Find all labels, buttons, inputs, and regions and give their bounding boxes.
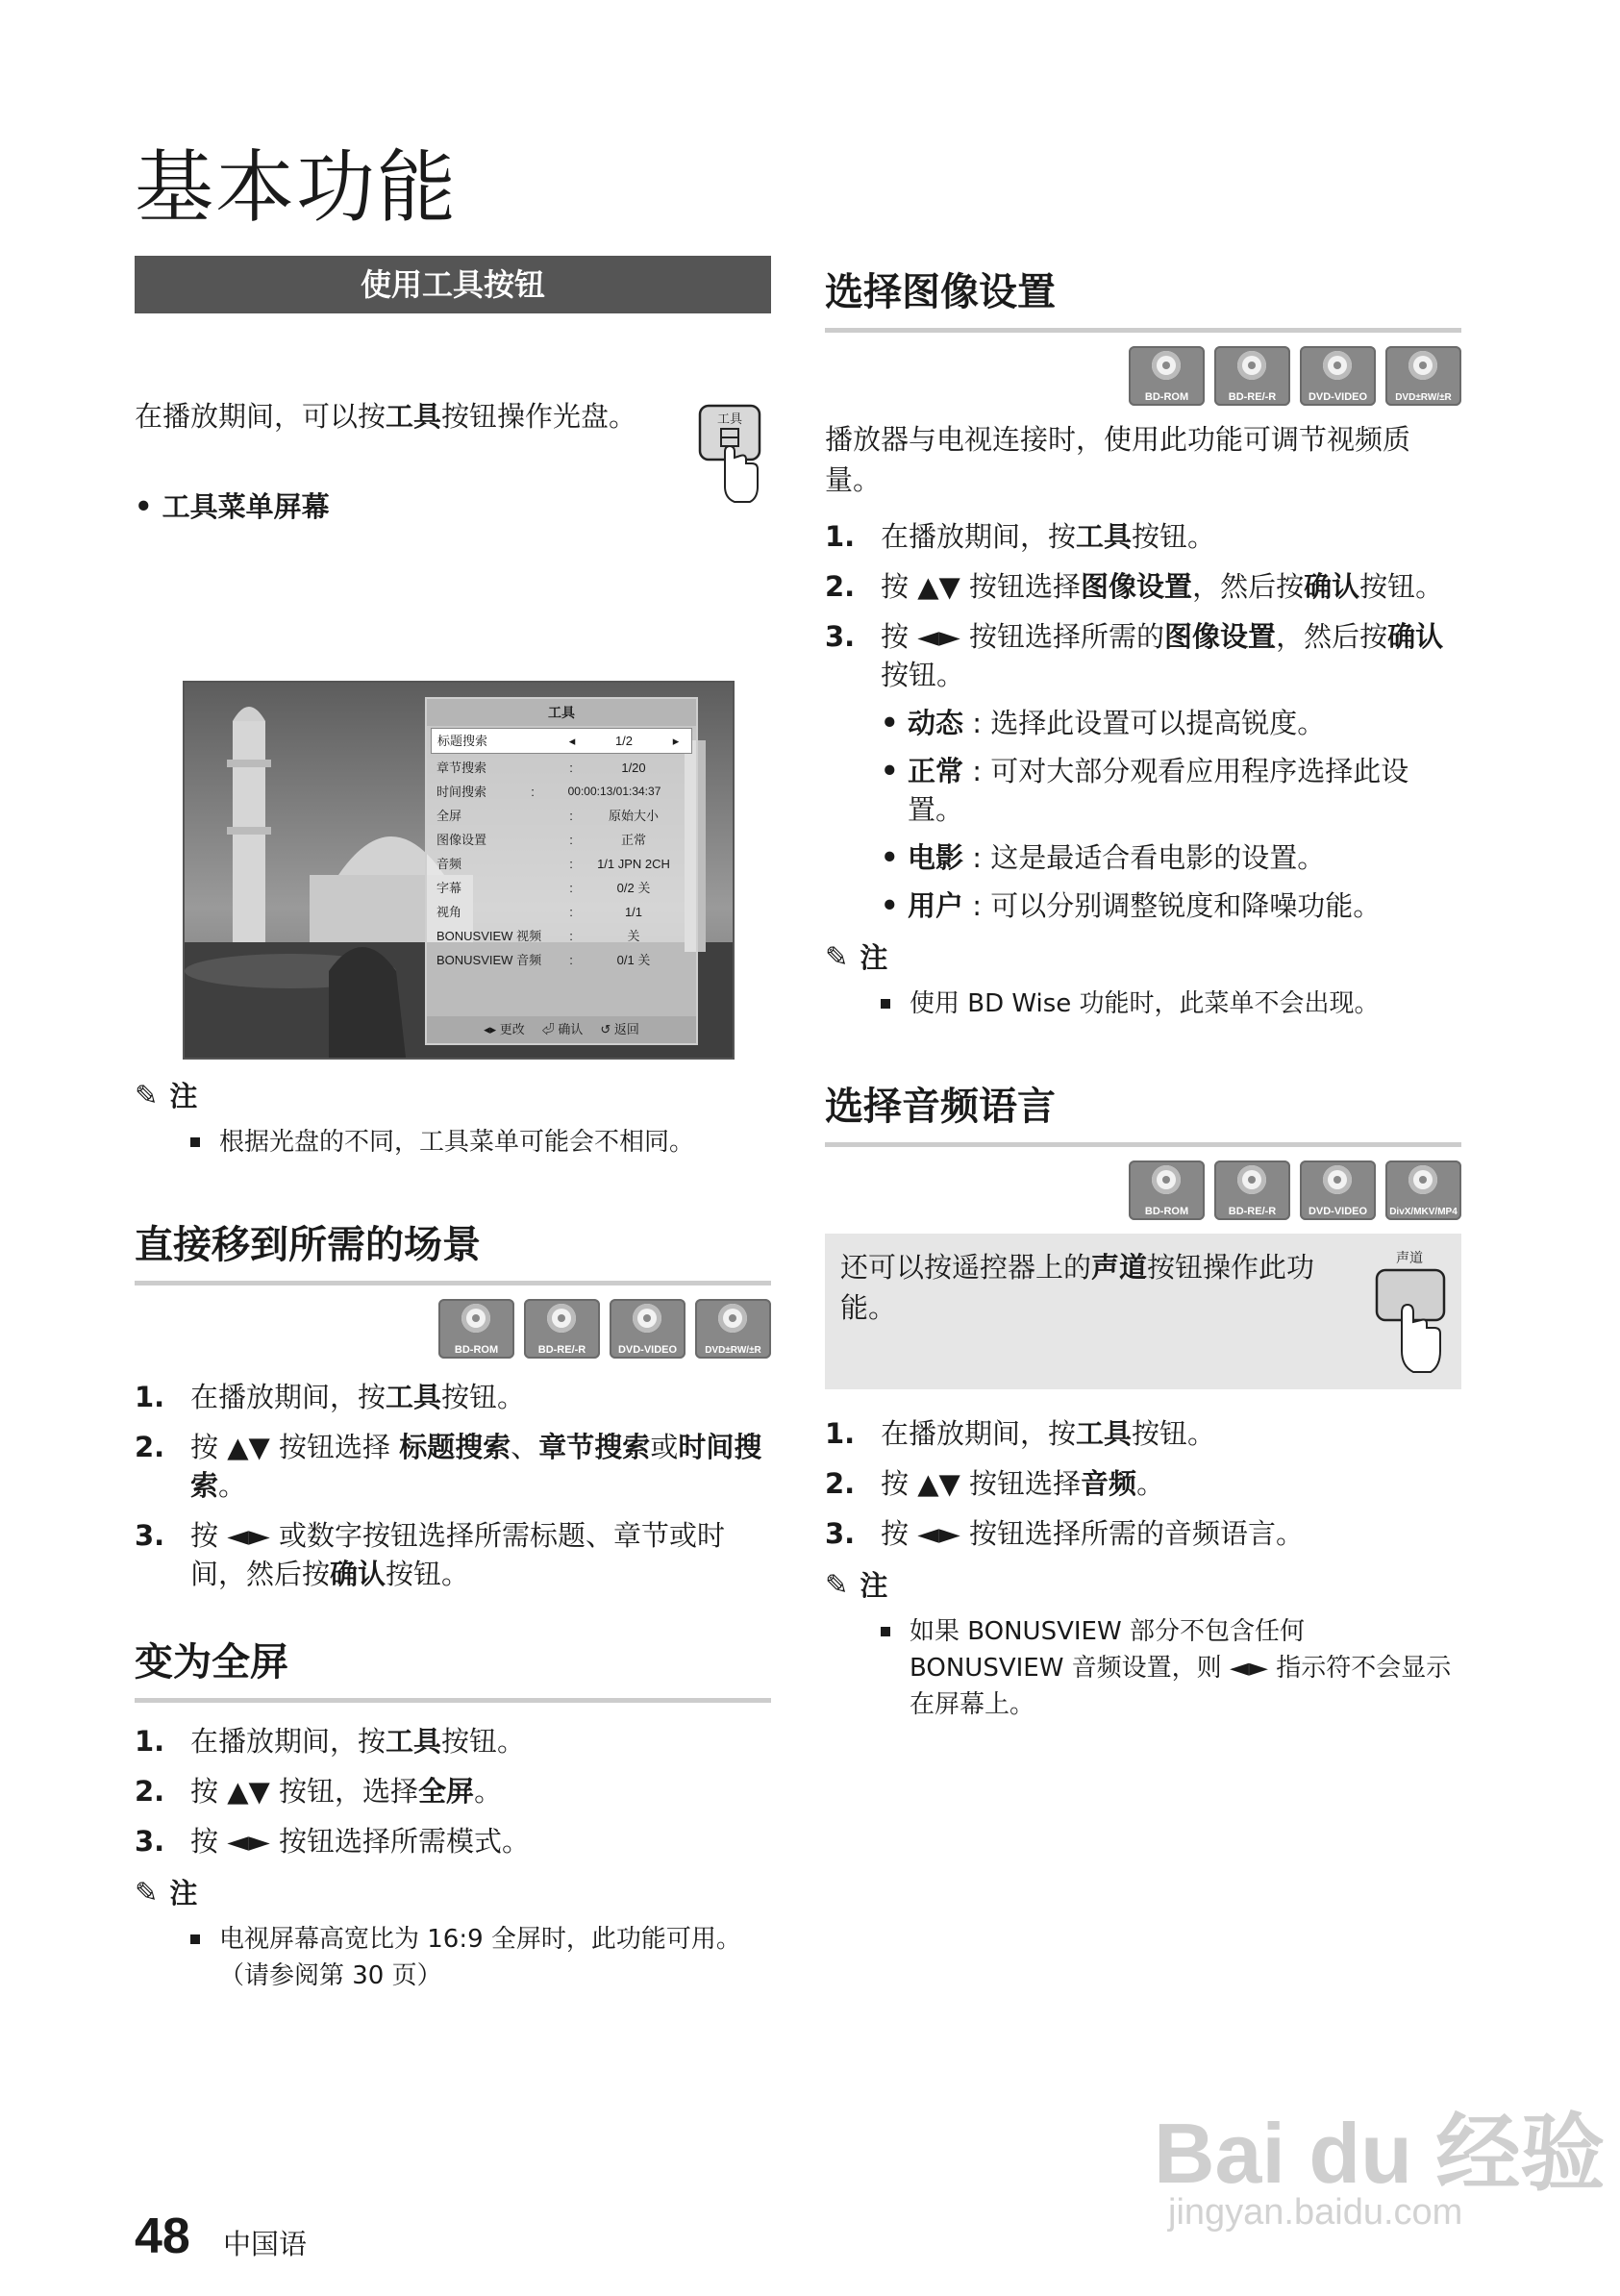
menu-row-title-search[interactable]: 标题搜索 ◂ 1/2 ▸ bbox=[431, 728, 692, 754]
note-heading: ✎ 注 bbox=[135, 1875, 198, 1909]
pencil-icon: ✎ bbox=[135, 1078, 159, 1111]
tools-menu-title: 工具 bbox=[427, 699, 696, 726]
section-heading-audio: 选择音频语言 bbox=[825, 1076, 1461, 1147]
tools-menu-overlay bbox=[425, 697, 698, 1045]
section-heading-scene: 直接移到所需的场景 bbox=[135, 1214, 771, 1285]
note-item: 电视屏幕高宽比为 16:9 全屏时，此功能可用。（请参阅第 30 页） bbox=[135, 1921, 771, 1994]
picture-steps bbox=[825, 517, 1461, 925]
note-heading: ✎ 注 bbox=[825, 1567, 888, 1602]
step: 1. 在播放期间，按工具按钮。 bbox=[135, 1725, 526, 1758]
disc-bd-re-icon: BD-RE/-R bbox=[1214, 1160, 1290, 1220]
disc-bd-rom-icon: BD-ROM bbox=[438, 1299, 514, 1359]
note-heading: ✎ 注 bbox=[825, 939, 888, 974]
note-item: 根据光盘的不同，工具菜单可能会不相同。 bbox=[135, 1124, 771, 1160]
step: 3. 按 ◄► 按钮选择所需的图像设置，然后按确认按钮。 • 动态 : 选择此设置可以提高锐度。 • 正常 : 可对大部分观看应用程序选择此设置。 • 电影 : 这是最适合看电影的设置。 • 用户 : 可以分别调整锐度和降噪功能。 bbox=[825, 617, 1461, 925]
step: 1. 在播放期间，按工具按钮。 bbox=[825, 1417, 1216, 1450]
disc-icons bbox=[825, 346, 1461, 406]
picture-intro: 播放器与电视连接时，使用此功能可调节视频质量。 bbox=[825, 423, 1411, 496]
note-heading: ✎ 注 bbox=[135, 1078, 198, 1112]
tools-menu-footer bbox=[427, 1016, 696, 1043]
right-column bbox=[825, 262, 1461, 1723]
page-title: 基本功能 bbox=[135, 142, 459, 234]
disc-dvd-video-icon: DVD-VIDEO bbox=[1300, 1160, 1376, 1220]
menu-row-audio[interactable]: 音频 : 1/1 JPN 2CH bbox=[436, 857, 670, 871]
section-heading-fullscreen: 变为全屏 bbox=[135, 1632, 771, 1703]
audio-steps bbox=[825, 1414, 1461, 1553]
step: 1. 在播放期间，按工具按钮。 bbox=[135, 1381, 526, 1413]
disc-icons bbox=[825, 1160, 1461, 1220]
tools-button-icon bbox=[696, 402, 763, 508]
watermark-logo: Bai du 经验 bbox=[1154, 2106, 1606, 2201]
mode-item: • 用户 : 可以分别调整锐度和降噪功能。 bbox=[881, 886, 1461, 925]
note-item: 如果 BONUSVIEW 部分不包含任何 BONUSVIEW 音频设置，则 ◄► 指示符不会显示在屏幕上。 bbox=[825, 1613, 1461, 1723]
footer-language: 中国语 bbox=[223, 2228, 308, 2260]
tools-menu-figure bbox=[135, 527, 771, 1085]
disc-dvd-video-icon: DVD-VIDEO bbox=[610, 1299, 685, 1359]
menu-foot-back: ↺ 返回 bbox=[600, 1022, 639, 1036]
menu-row-subtitle[interactable]: 字幕 : 0/2 关 bbox=[436, 881, 651, 895]
tools-intro-text: 在播放期间，可以按工具按钮操作光盘。 bbox=[135, 400, 637, 433]
step: 3. 按 ◄► 或数字按钮选择所需标题、章节或时间，然后按确认按钮。 bbox=[135, 1519, 726, 1590]
fullscreen-steps bbox=[135, 1722, 771, 1860]
step: 2. 按 ▲▼ 按钮选择图像设置，然后按确认按钮。 bbox=[825, 570, 1444, 603]
menu-row-bonusview-video[interactable]: BONUSVIEW 视频 : 关 bbox=[436, 929, 640, 943]
step: 3. 按 ◄► 按钮选择所需的音频语言。 bbox=[825, 1517, 1305, 1550]
menu-foot-ok: ⏎ 确认 bbox=[541, 1022, 584, 1036]
menu-row-angle[interactable]: 视角 : 1/1 bbox=[436, 905, 643, 919]
left-column bbox=[135, 256, 771, 1994]
svg-text:声道: 声道 bbox=[1396, 1251, 1423, 1266]
audio-button-icon bbox=[1373, 1247, 1448, 1382]
scene-steps bbox=[135, 1378, 771, 1593]
disc-icons bbox=[135, 1299, 771, 1359]
note-item: 使用 BD Wise 功能时，此菜单不会出现。 bbox=[825, 986, 1461, 1022]
disc-bd-rom-icon: BD-ROM bbox=[1129, 1160, 1205, 1220]
pencil-icon: ✎ bbox=[825, 939, 849, 973]
picture-mode-list bbox=[881, 704, 1461, 925]
step: 1. 在播放期间，按工具按钮。 bbox=[825, 520, 1216, 553]
tools-intro bbox=[135, 313, 771, 458]
section-heading-picture: 选择图像设置 bbox=[825, 262, 1461, 333]
menu-row-bonusview-audio[interactable]: BONUSVIEW 音频 : 0/1 关 bbox=[436, 953, 651, 967]
disc-dvd-video-icon: DVD-VIDEO bbox=[1300, 346, 1376, 406]
watermark-url: jingyan.baidu.com bbox=[1168, 2192, 1463, 2233]
section-heading-tools: 使用工具按钮 bbox=[135, 256, 771, 313]
disc-bd-rom-icon: BD-ROM bbox=[1129, 346, 1205, 406]
menu-row-picture-setting[interactable]: 图像设置 : 正常 bbox=[436, 833, 646, 847]
mode-item: • 动态 : 选择此设置可以提高锐度。 bbox=[881, 704, 1461, 742]
step: 2. 按 ▲▼ 按钮选择音频。 bbox=[825, 1467, 1165, 1500]
mode-item: • 正常 : 可对大部分观看应用程序选择此设置。 bbox=[881, 752, 1461, 829]
step: 2. 按 ▲▼ 按钮选择 标题搜索、章节搜索或时间搜索。 bbox=[135, 1431, 762, 1502]
svg-text:工具: 工具 bbox=[716, 412, 743, 427]
menu-row-full-screen[interactable]: 全屏 : 原始大小 bbox=[436, 809, 659, 823]
page-number: 48 bbox=[135, 2209, 190, 2264]
disc-dvd-rw-icon: DVD±RW/±R bbox=[1385, 346, 1461, 406]
menu-foot-change: ◂▸ 更改 bbox=[484, 1022, 525, 1036]
disc-bd-re-icon: BD-RE/-R bbox=[1214, 346, 1290, 406]
mode-item: • 电影 : 这是最适合看电影的设置。 bbox=[881, 838, 1461, 877]
disc-bd-re-icon: BD-RE/-R bbox=[524, 1299, 600, 1359]
disc-divx-icon: DivX/MKV/MP4 bbox=[1385, 1160, 1461, 1220]
audio-info-box bbox=[825, 1234, 1461, 1389]
menu-row-time-search[interactable]: 时间搜索 : 00:00:13/01:34:37 bbox=[436, 785, 661, 799]
pencil-icon: ✎ bbox=[135, 1875, 159, 1909]
menu-row-chapter-search[interactable]: 章节搜索 : 1/20 bbox=[436, 761, 646, 775]
disc-dvd-rw-icon: DVD±RW/±R bbox=[695, 1299, 771, 1359]
step: 3. 按 ◄► 按钮选择所需模式。 bbox=[135, 1825, 531, 1858]
pencil-icon: ✎ bbox=[825, 1567, 849, 1601]
step: 2. 按 ▲▼ 按钮，选择全屏。 bbox=[135, 1775, 503, 1808]
tools-menu-screenshot bbox=[183, 681, 735, 1060]
audio-info-text: 还可以按遥控器上的声道按钮操作此功能。 bbox=[840, 1251, 1315, 1324]
tools-menu-bullet: • 工具菜单屏幕 bbox=[135, 490, 330, 523]
